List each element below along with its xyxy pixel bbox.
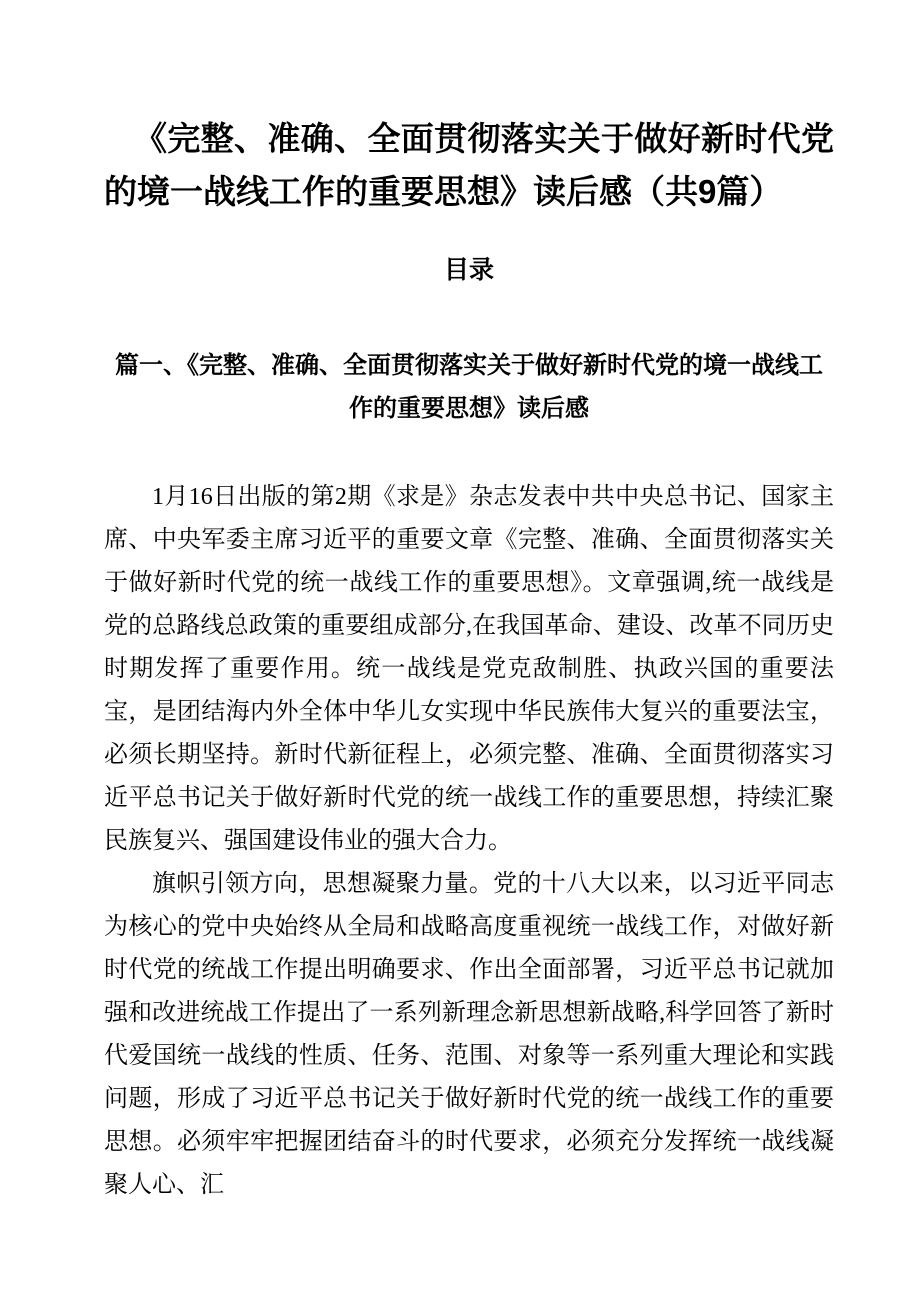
toc-heading: 目录 — [443, 256, 494, 284]
toc-entry-1: 篇一、《完整、准确、全面贯彻落实关于做好新时代党的境一战线工作的重要思想》读后感 — [115, 352, 823, 422]
document-content — [104, 0, 834, 1207]
document-body — [104, 476, 834, 1207]
paragraph-2: 旗帜引领方向，思想凝聚力量。党的十八大以来，以习近平同志为核心的党中央始终从全局和战略高度重视统一战线工作，对做好新时代党的统战工作提出明确要求、作出全面部署，习近平总书记就加强和改进统战工作提出了一系列新理念新思想新战略,科学回答了新时代爱国统一战线的性质、任务、范围、对象等一系列重大理论和实践问题，形成了习近平总书记关于做好新时代党的统一战线工作的重要思想。必须牢牢把握团结奋斗的时代要求，必须充分发挥统一战线凝聚人心、汇 — [104, 871, 834, 1198]
document-title: 《完整、准确、全面贯彻落实关于做好新时代党的境一战线工作的重要思想》读后感（共9篇） — [104, 120, 834, 210]
paragraph-1: 1月16日出版的第2期《求是》杂志发表中共中央总书记、国家主席、中央军委主席习近平的重要文章《完整、准确、全面贯彻落实关于做好新时代党的统一战线工作的重要思想》。文章强调,统一战线是党的总路线总政策的重要组成部分,在我国革命、建设、改革不同历史时期发挥了重要作用。统一战线是党克敌制胜、执政兴国的重要法宝，是团结海内外全体中华儿女实现中华民族伟大复兴的重要法宝，必须长期坚持。新时代新征程上，必须完整、准确、全面贯彻落实习近平总书记关于做好新时代党的统一战线工作的重要思想，持续汇聚民族复兴、强国建设伟业的强大合力。 — [104, 484, 834, 854]
